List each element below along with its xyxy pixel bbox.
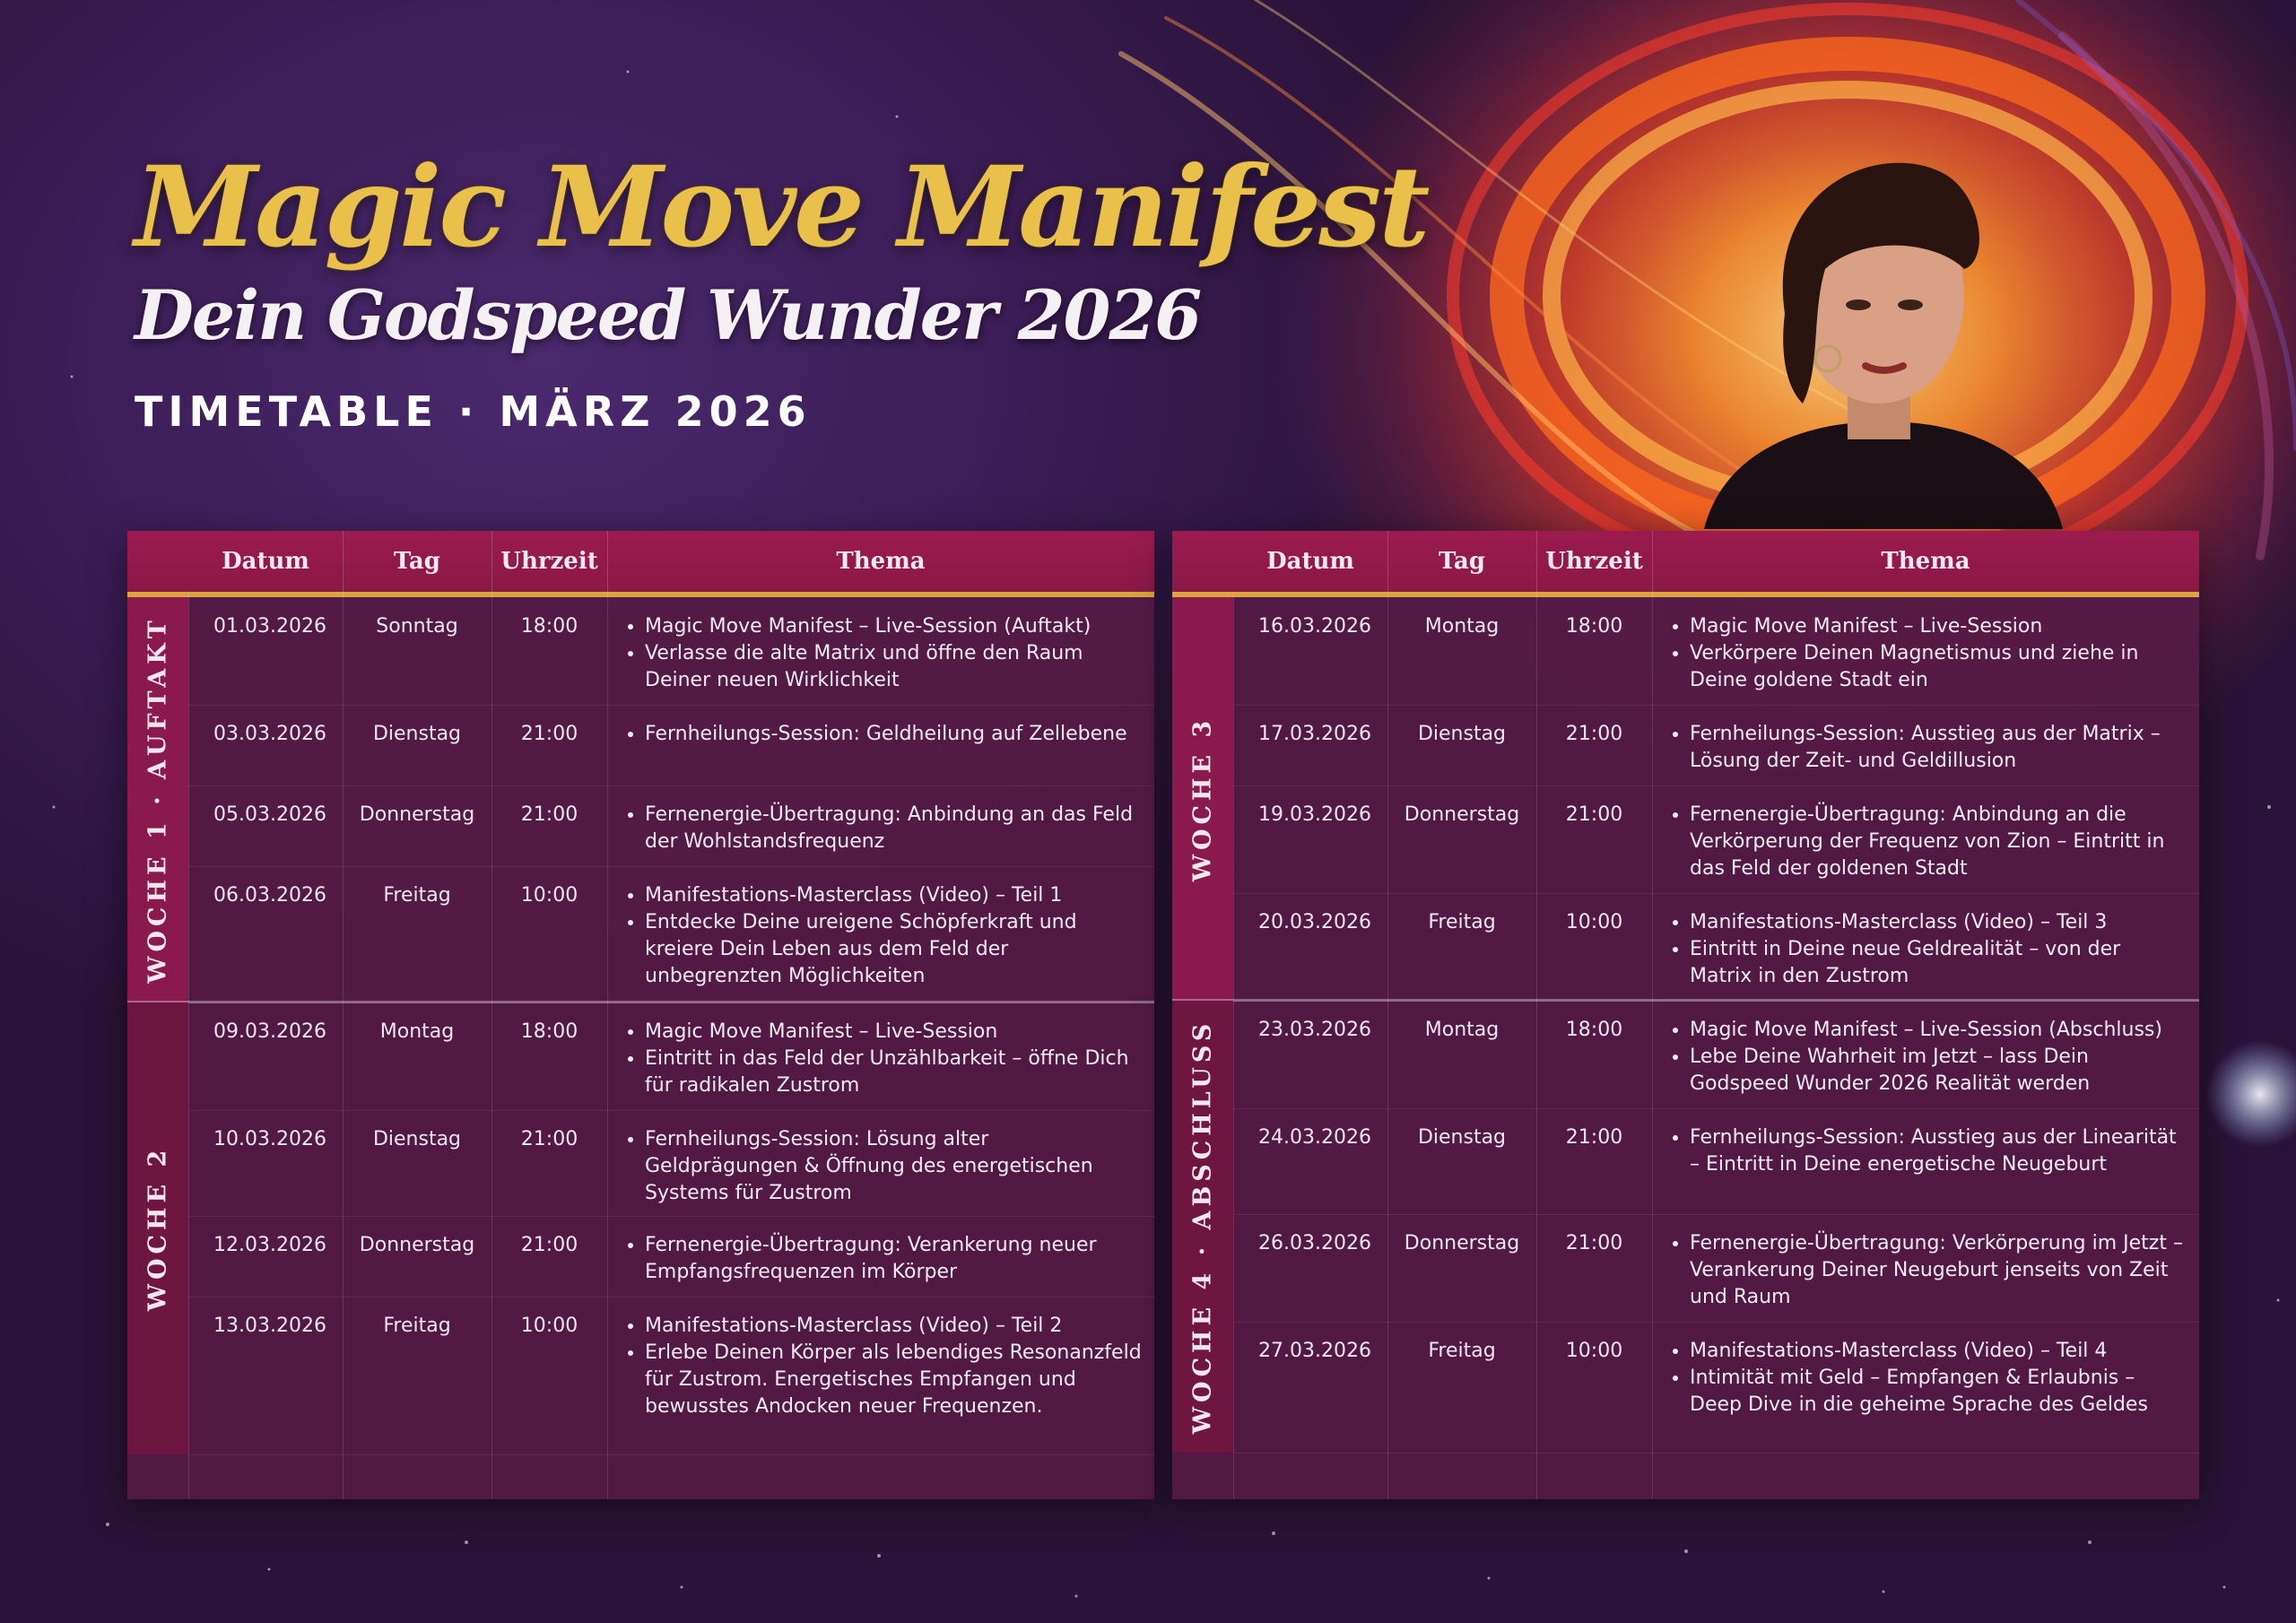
column-header-date: Datum: [1266, 548, 1354, 575]
table-row: [1233, 1214, 2199, 1323]
topic-list: [1652, 1017, 2187, 1098]
cell-time: 10:00: [1565, 911, 1623, 933]
topic-item: • Fernenergie-Übertragung: Verkörperung im Jetzt – Verankerung Deiner Neugeburt jenseits von Zeit und Raum: [1690, 1230, 2187, 1311]
table-row: [188, 1297, 1154, 1455]
cell-time: 18:00: [1565, 1019, 1623, 1041]
topic-item: • Erlebe Deinen Körper als lebendiges Resonanzfeld für Zustrom. Energetisches Empfangen und bewusstes Andocken neuer Frequenzen.: [645, 1340, 1142, 1420]
cell-date: 26.03.2026: [1258, 1232, 1371, 1254]
table-row: [188, 785, 1154, 867]
topic-item: • Lebe Deine Wahrheit im Jetzt – lass Dein Godspeed Wunder 2026 Realität werden: [1690, 1044, 2187, 1098]
cell-date: 12.03.2026: [213, 1234, 326, 1256]
cell-time: 21:00: [1565, 1232, 1623, 1254]
cell-topic: [1652, 1214, 2187, 1322]
subtitle: Dein Godspeed Wunder 2026: [135, 275, 1201, 355]
topic-item: • Manifestations-Masterclass (Video) – Teil 4: [1690, 1338, 2187, 1365]
cell-date: 27.03.2026: [1258, 1340, 1371, 1362]
cell-day: Donnerstag: [359, 803, 475, 826]
column-divider: [1652, 592, 1653, 1499]
cell-time: 10:00: [520, 1315, 578, 1337]
cell-time: 21:00: [520, 1234, 578, 1256]
column-divider: [1233, 592, 1234, 1499]
header-separator: [1536, 531, 1537, 592]
topic-list: [607, 1126, 1142, 1207]
cell-date: 05.03.2026: [213, 803, 326, 826]
topic-item: • Fernheilungs-Session: Geldheilung auf Zellebene: [645, 721, 1142, 748]
cell-topic: [1652, 597, 2187, 705]
table-row: [188, 705, 1154, 786]
table-row: [1233, 785, 2199, 894]
week-band: [1172, 1001, 1233, 1453]
column-header-day: Tag: [394, 548, 440, 575]
header-separator: [607, 531, 608, 592]
cell-time: 10:00: [520, 884, 578, 907]
topic-list: [1652, 1338, 2187, 1419]
cell-date: 01.03.2026: [213, 615, 326, 638]
topic-item: • Fernenergie-Übertragung: Anbindung an das Feld der Wohlstandsfrequenz: [645, 802, 1142, 855]
header-separator: [1652, 531, 1653, 592]
cell-day: Freitag: [1428, 911, 1496, 933]
cell-topic: [1652, 705, 2187, 785]
column-header-time: Uhrzeit: [500, 548, 598, 575]
topic-item: • Verkörpere Deinen Magnetismus und ziehe in Deine goldene Stadt ein: [1690, 640, 2187, 694]
table-row: [1233, 1108, 2199, 1215]
cell-day: Montag: [1424, 615, 1500, 638]
topic-item: • Magic Move Manifest – Live-Session (Abschluss): [1690, 1017, 2187, 1044]
topic-item: • Fernheilungs-Session: Ausstieg aus der Matrix – Lösung der Zeit- und Geldillusion: [1690, 721, 2187, 775]
header-separator: [1387, 531, 1388, 592]
topic-item: • Eintritt in das Feld der Unzählbarkeit – öffne Dich für radikalen Zustrom: [645, 1046, 1142, 1099]
cell-day: Donnerstag: [359, 1234, 475, 1256]
topic-item: • Magic Move Manifest – Live-Session: [645, 1019, 1142, 1046]
cell-day: Donnerstag: [1404, 1232, 1520, 1254]
topic-item: • Fernenergie-Übertragung: Anbindung an die Verkörperung der Frequenz von Zion – Eintritt in das Feld der goldenen Stadt: [1690, 802, 2187, 882]
cell-time: 10:00: [1565, 1340, 1623, 1362]
topic-item: • Fernheilungs-Session: Lösung alter Geldprägungen & Öffnung des energetischen Systems für Zustrom: [645, 1126, 1142, 1207]
table-row: [188, 1002, 1154, 1111]
cell-date: 16.03.2026: [1258, 615, 1371, 638]
table-header: [1172, 531, 2199, 597]
cell-day: Freitag: [383, 1315, 451, 1337]
table-row: [1233, 597, 2199, 706]
cell-topic: [607, 597, 1142, 705]
cell-date: 23.03.2026: [1258, 1019, 1371, 1041]
week-label: WOCHE 1 · AUFTAKT: [144, 616, 172, 984]
topic-item: • Eintritt in Deine neue Geldrealität – von der Matrix in den Zustrom: [1690, 936, 2187, 990]
table-row: [1233, 705, 2199, 786]
column-divider: [188, 592, 189, 1499]
cell-date: 24.03.2026: [1258, 1126, 1371, 1149]
cell-date: 09.03.2026: [213, 1020, 326, 1043]
cell-time: 21:00: [520, 803, 578, 826]
table-row: [188, 866, 1154, 1003]
table-row: [188, 597, 1154, 706]
cell-topic: [607, 785, 1142, 866]
cell-day: Sonntag: [376, 615, 458, 638]
topic-item: • Manifestations-Masterclass (Video) – Teil 3: [1690, 909, 2187, 936]
main-title: Magic Move Manifest: [135, 143, 1428, 273]
week-band: [1172, 597, 1233, 1001]
topic-item: • Manifestations-Masterclass (Video) – Teil 2: [645, 1313, 1142, 1340]
portrait-image: [1668, 135, 2099, 529]
column-header-day: Tag: [1439, 548, 1485, 575]
cell-date: 06.03.2026: [213, 884, 326, 907]
cell-day: Montag: [379, 1020, 455, 1043]
table-row: [1233, 893, 2199, 1002]
cell-time: 21:00: [1565, 803, 1623, 826]
column-divider: [491, 592, 492, 1499]
cell-time: 21:00: [1565, 1126, 1623, 1149]
cell-day: Dienstag: [1417, 1126, 1507, 1149]
topic-list: [1652, 613, 2187, 694]
topic-list: [1652, 1124, 2187, 1178]
cell-date: 20.03.2026: [1258, 911, 1371, 933]
column-header-time: Uhrzeit: [1545, 548, 1643, 575]
header-separator: [343, 531, 344, 592]
cell-topic: [1652, 1001, 2187, 1108]
cell-day: Freitag: [1428, 1340, 1496, 1362]
column-divider: [343, 592, 344, 1499]
topic-list: [607, 1232, 1142, 1286]
cell-topic: [1652, 893, 2187, 1001]
column-header-topic: Thema: [836, 548, 926, 575]
cell-time: 21:00: [520, 1128, 578, 1150]
cell-topic: [1652, 1108, 2187, 1214]
week-band: [127, 1002, 188, 1454]
topic-list: [1652, 721, 2187, 775]
week-label: WOCHE 3: [1188, 716, 1217, 882]
cell-topic: [607, 1297, 1142, 1454]
cell-topic: [1652, 1322, 2187, 1453]
cell-topic: [607, 866, 1142, 1002]
cell-day: Freitag: [383, 884, 451, 907]
table-row: [1233, 1322, 2199, 1454]
table-row: [188, 1216, 1154, 1298]
cell-topic: [1652, 785, 2187, 893]
topic-list: [607, 882, 1142, 990]
topic-list: [607, 721, 1142, 748]
topic-list: [1652, 909, 2187, 990]
cell-topic: [607, 1216, 1142, 1297]
week-label: WOCHE 4 · ABSCHLUSS: [1188, 1019, 1217, 1435]
topic-list: [1652, 802, 2187, 882]
cell-time: 18:00: [520, 615, 578, 638]
column-header-topic: Thema: [1881, 548, 1970, 575]
cell-day: Donnerstag: [1404, 803, 1520, 826]
cell-date: 19.03.2026: [1258, 803, 1371, 826]
cell-topic: [607, 705, 1142, 785]
table-row: [1233, 1001, 2199, 1109]
topic-item: • Manifestations-Masterclass (Video) – Teil 1: [645, 882, 1142, 909]
table-header: [127, 531, 1154, 597]
topic-list: [607, 613, 1142, 694]
cell-date: 13.03.2026: [213, 1315, 326, 1337]
timetable-label: TIMETABLE · MÄRZ 2026: [135, 387, 812, 436]
topic-item: • Entdecke Deine ureigene Schöpferkraft und kreiere Dein Leben aus dem Feld der unbegrenzten Möglichkeiten: [645, 909, 1142, 990]
topic-item: • Verlasse die alte Matrix und öffne den Raum Deiner neuen Wirklichkeit: [645, 640, 1142, 694]
topic-item: • Fernenergie-Übertragung: Verankerung neuer Empfangsfrequenzen im Körper: [645, 1232, 1142, 1286]
cell-time: 18:00: [520, 1020, 578, 1043]
cell-date: 03.03.2026: [213, 723, 326, 745]
topic-list: [1652, 1230, 2187, 1311]
topic-list: [607, 1019, 1142, 1099]
cell-time: 21:00: [1565, 723, 1623, 745]
topic-item: • Magic Move Manifest – Live-Session: [1690, 613, 2187, 640]
cell-topic: [607, 1110, 1142, 1216]
schedule-table-left: [127, 531, 1154, 1499]
cell-date: 10.03.2026: [213, 1128, 326, 1150]
column-header-date: Datum: [222, 548, 309, 575]
column-divider: [1536, 592, 1537, 1499]
title-block: [135, 143, 1428, 436]
cell-date: 17.03.2026: [1258, 723, 1371, 745]
column-divider: [1387, 592, 1388, 1499]
cell-topic: [607, 1002, 1142, 1110]
schedule-table-right: [1172, 531, 2199, 1499]
cell-day: Dienstag: [1417, 723, 1507, 745]
header-separator: [491, 531, 492, 592]
topic-list: [607, 802, 1142, 855]
topic-list: [607, 1313, 1142, 1420]
topic-item: • Magic Move Manifest – Live-Session (Auftakt): [645, 613, 1142, 640]
week-band: [127, 597, 188, 1002]
column-divider: [607, 592, 608, 1499]
cell-day: Montag: [1424, 1019, 1500, 1041]
week-label: WOCHE 2: [144, 1145, 172, 1312]
topic-item: • Intimität mit Geld – Empfangen & Erlaubnis – Deep Dive in die geheime Sprache des Geldes: [1690, 1365, 2187, 1419]
cell-day: Dienstag: [372, 1128, 462, 1150]
table-row: [188, 1110, 1154, 1217]
cell-time: 21:00: [520, 723, 578, 745]
cell-time: 18:00: [1565, 615, 1623, 638]
topic-item: • Fernheilungs-Session: Ausstieg aus der Linearität – Eintritt in Deine energetische Neugeburt: [1690, 1124, 2187, 1178]
cell-day: Dienstag: [372, 723, 462, 745]
